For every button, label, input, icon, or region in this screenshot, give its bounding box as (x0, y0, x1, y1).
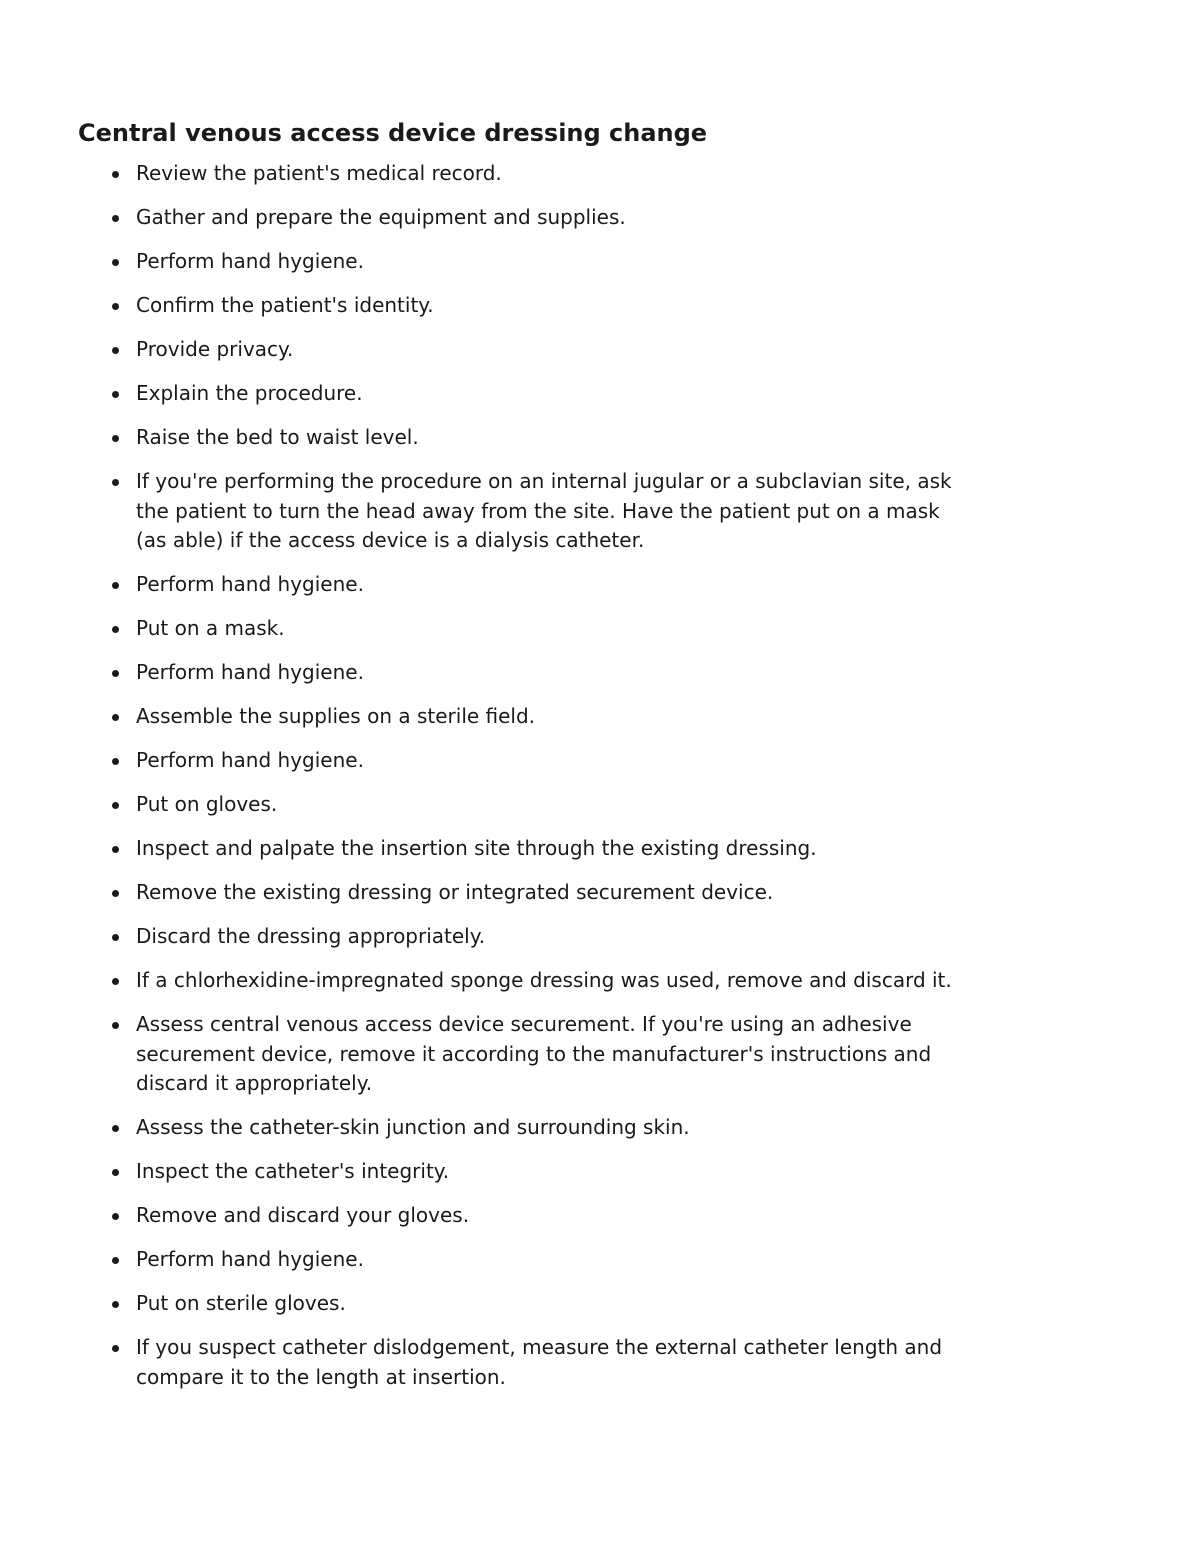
list-item (78, 159, 968, 189)
step-text: Assemble the supplies on a sterile field. (136, 704, 536, 728)
list-item (78, 1157, 968, 1187)
list-item (78, 423, 968, 453)
list-item (78, 966, 968, 996)
step-text: Remove and discard your gloves. (136, 1203, 470, 1227)
list-item (78, 467, 968, 556)
step-text: If a chlorhexidine-impregnated sponge dressing was used, remove and discard it. (136, 968, 952, 992)
bullet-icon (112, 890, 119, 897)
step-text: Put on a mask. (136, 616, 285, 640)
step-text: Perform hand hygiene. (136, 660, 364, 684)
list-item (78, 247, 968, 277)
bullet-icon (112, 626, 119, 633)
bullet-icon (112, 934, 119, 941)
bullet-icon (112, 978, 119, 985)
step-text: If you're performing the procedure on an internal jugular or a subclavian site, ask the patient to turn the head away from the site. Have the patient put on a mask (as able) if the access device is a dialysis catheter. (136, 469, 952, 552)
list-item (78, 1201, 968, 1231)
step-text: Explain the procedure. (136, 381, 363, 405)
step-text: If you suspect catheter dislodgement, measure the external catheter length and compare it to the length at insertion. (136, 1335, 943, 1389)
bullet-icon (112, 391, 119, 398)
step-text: Assess the catheter-skin junction and surrounding skin. (136, 1115, 690, 1139)
step-text: Confirm the patient's identity. (136, 293, 434, 317)
list-item (78, 1289, 968, 1319)
step-text: Provide privacy. (136, 337, 294, 361)
step-text: Discard the dressing appropriately. (136, 924, 486, 948)
bullet-icon (112, 259, 119, 266)
bullet-icon (112, 1257, 119, 1264)
bullet-icon (112, 670, 119, 677)
list-item (78, 702, 968, 732)
bullet-icon (112, 846, 119, 853)
bullet-icon (112, 347, 119, 354)
step-text: Perform hand hygiene. (136, 1247, 364, 1271)
list-item (78, 1010, 968, 1099)
bullet-icon (112, 802, 119, 809)
bullet-icon (112, 1125, 119, 1132)
document-page (78, 117, 968, 1407)
list-item (78, 1333, 968, 1392)
list-item (78, 922, 968, 952)
document-title: Central venous access device dressing change (78, 119, 708, 147)
step-text: Put on sterile gloves. (136, 1291, 346, 1315)
procedure-steps-list (78, 159, 968, 1392)
list-item (78, 1113, 968, 1143)
bullet-icon (112, 758, 119, 765)
step-text: Review the patient's medical record. (136, 161, 502, 185)
step-text: Put on gloves. (136, 792, 278, 816)
bullet-icon (112, 582, 119, 589)
step-text: Remove the existing dressing or integrated securement device. (136, 880, 774, 904)
step-text: Perform hand hygiene. (136, 249, 364, 273)
bullet-icon (112, 1301, 119, 1308)
list-item (78, 570, 968, 600)
bullet-icon (112, 714, 119, 721)
bullet-icon (112, 435, 119, 442)
bullet-icon (112, 1022, 119, 1029)
list-item (78, 614, 968, 644)
bullet-icon (112, 303, 119, 310)
list-item (78, 878, 968, 908)
bullet-icon (112, 1345, 119, 1352)
step-text: Perform hand hygiene. (136, 748, 364, 772)
step-text: Inspect the catheter's integrity. (136, 1159, 450, 1183)
step-text: Gather and prepare the equipment and supplies. (136, 205, 626, 229)
list-item (78, 335, 968, 365)
step-text: Inspect and palpate the insertion site through the existing dressing. (136, 836, 817, 860)
step-text: Assess central venous access device securement. If you're using an adhesive securement device, remove it according to the manufacturer's instructions and discard it appropriately. (136, 1012, 932, 1095)
list-item (78, 658, 968, 688)
step-text: Raise the bed to waist level. (136, 425, 419, 449)
list-item (78, 834, 968, 864)
bullet-icon (112, 215, 119, 222)
list-item (78, 291, 968, 321)
list-item (78, 746, 968, 776)
list-item (78, 203, 968, 233)
list-item (78, 379, 968, 409)
bullet-icon (112, 1169, 119, 1176)
list-item (78, 790, 968, 820)
bullet-icon (112, 1213, 119, 1220)
step-text: Perform hand hygiene. (136, 572, 364, 596)
bullet-icon (112, 479, 119, 486)
bullet-icon (112, 171, 119, 178)
list-item (78, 1245, 968, 1275)
